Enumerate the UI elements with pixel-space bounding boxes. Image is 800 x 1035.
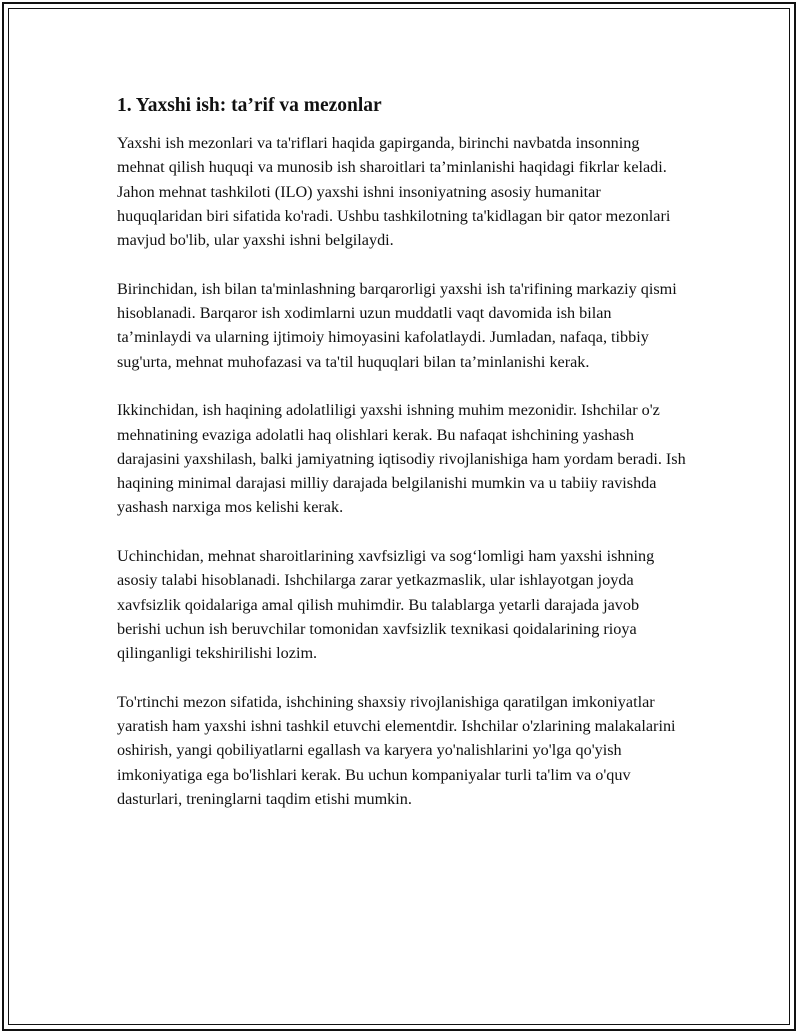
paragraph-first-criterion: Birinchidan, ish bilan ta'minlashning barqarorligi yaxshi ish ta'rifining markaziy qismi hisoblanadi. Barqaror ish xodimlarni uzun muddatli vaqt davomida ish bilan ta’minlaydi va ularning ijtimoiy himoyasini kafolatlaydi. Jumladan, nafaqa, tibbiy sug'urta, mehnat muhofazasi va ta'til huquqlari bilan ta’minlanishi kerak. (117, 279, 677, 371)
paragraph-fourth-criterion: To'rtinchi mezon sifatida, ishchining shaxsiy rivojlanishiga qaratilgan imkoniyatlar yaratish ham yaxshi ishni tashkil etuvchi elementdir. Ishchilar o'zlarining malakalarini oshirish, yangi qobiliyatlarni egallash va karyera yo'nalishlarini yo'lga qo'yish imkoniyatiga ega bo'lishlari kerak. Bu uchun kompaniyalar turli ta'lim va o'quv dasturlari, treninglarni taqdim etishi mumkin. (117, 692, 676, 809)
paragraph-third-criterion: Uchinchidan, mehnat sharoitlarining xavfsizligi va sog‘lomligi ham yaxshi ishning asosiy talabi hisoblanadi. Ishchilarga zarar yetkazmaslik, ular ishlayotgan joyda xavfsizlik qoidalariga amal qilish muhimdir. Bu talablarga yetarli darajada javob berishi uchun ish beruvchilar tomonidan xavfsizlik texnikasi qoidalarining rioya qilinganligi tekshirilishi lozim. (117, 547, 655, 663)
paragraph-second-criterion: Ikkinchidan, ish haqining adolatliligi yaxshi ishning muhim mezonidir. Ishchilar o'z mehnatining evaziga adolatli haq olishlari kerak. Bu nafaqat ishchining yashash darajasini yaxshilash, balki jamiyatning iqtisodiy rivojlanishiga ham yordam beradi. Ish haqining minimal darajasi milliy darajada belgilanishi mumkin va u tabiiy ravishda yashash narxiga mos kelishi kerak. (117, 401, 686, 517)
document-body (117, 93, 687, 836)
paragraph-intro: Yaxshi ish mezonlari va ta'riflari haqida gapirganda, birinchi navbatda insonning mehnat qilish huquqi va munosib ish sharoitlari ta’minlanishi haqidagi fikrlar keladi. Jahon mehnat tashkiloti (ILO) yaxshi ishni insoniyatning asosiy humanitar huquqlaridan biri sifatida ko'radi. Ushbu tashkilotning ta'kidlagan bir qator mezonlari mavjud bo'lib, ular yaxshi ishni belgilaydi. (117, 134, 671, 250)
section-heading: 1. Yaxshi ish: ta’rif va mezonlar (117, 95, 382, 116)
